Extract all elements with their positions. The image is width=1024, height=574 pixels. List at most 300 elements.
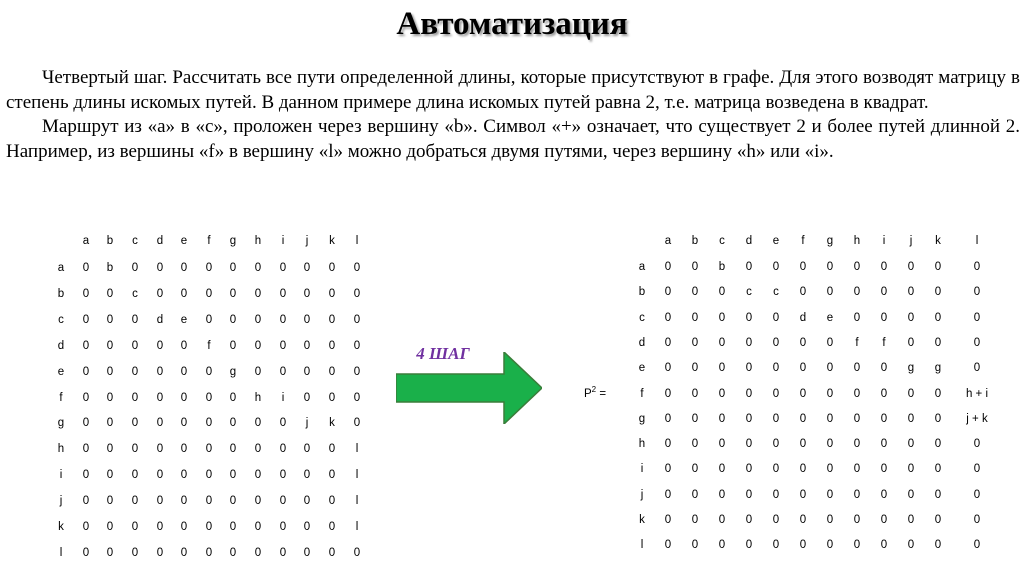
paragraph-step-four: Четвертый шаг. Рассчитать все пути определенной длины, которые присутствуют в графе. Для этого возводят матрицу в степень длины искомых путей. В данном примере длина искомых путей равна 2, т.е. матрица возведена в квадрат. <box>6 67 1020 113</box>
column-header: g <box>229 235 237 247</box>
matrix-cell: g <box>229 365 237 378</box>
matrix-cell: 0 <box>229 339 237 352</box>
step-label: 4 ШАГ <box>416 344 470 363</box>
matrix-cell: 0 <box>106 546 114 559</box>
matrix-cell: 0 <box>106 339 114 352</box>
column-header: l <box>975 235 979 247</box>
matrix-cell: 0 <box>279 495 287 508</box>
matrix-cell: 0 <box>880 362 888 375</box>
matrix-cell: 0 <box>279 443 287 456</box>
matrix-cell: f <box>882 336 886 349</box>
matrix-cell: 0 <box>772 336 780 349</box>
matrix-cell: 0 <box>745 336 753 349</box>
matrix-cell: 0 <box>205 262 213 274</box>
matrix-cell: 0 <box>82 546 90 559</box>
matrix-cell: 0 <box>82 391 90 404</box>
matrix-cell: 0 <box>973 336 981 349</box>
matrix-cell: 0 <box>907 514 915 526</box>
row-label: i <box>59 469 63 482</box>
matrix-cell: 0 <box>131 262 139 274</box>
matrix-cell: 0 <box>279 313 287 326</box>
matrix-cell: 0 <box>664 286 672 299</box>
row-label: e <box>57 365 65 378</box>
matrix-cell: 0 <box>745 463 753 476</box>
matrix-cell: g <box>907 362 915 375</box>
matrix-cell: 0 <box>745 438 753 451</box>
matrix-cell: 0 <box>772 362 780 375</box>
matrix-cell: 0 <box>934 514 942 526</box>
matrix-cell: 0 <box>254 443 262 456</box>
matrix-cell: 0 <box>826 261 834 273</box>
matrix-cell: 0 <box>853 438 861 451</box>
matrix-cell: 0 <box>303 313 311 326</box>
matrix-cell: 0 <box>664 362 672 375</box>
matrix-cell: 0 <box>353 313 361 326</box>
matrix-cell: 0 <box>664 488 672 501</box>
matrix-cell: 0 <box>279 339 287 352</box>
matrix-cell: 0 <box>664 387 672 400</box>
matrix-cell: 0 <box>156 469 164 482</box>
matrix-cell: 0 <box>131 417 139 430</box>
matrix-cell: 0 <box>745 387 753 400</box>
matrix-cell: 0 <box>799 438 807 451</box>
matrix-cell: 0 <box>772 438 780 451</box>
matrix-cell: 0 <box>826 514 834 526</box>
matrix-cell: 0 <box>934 261 942 273</box>
matrix-cell: 0 <box>880 488 888 501</box>
matrix-cell: 0 <box>718 514 726 526</box>
matrix-cell: 0 <box>973 488 981 501</box>
matrix-cell: 0 <box>826 463 834 476</box>
matrix-cell: 0 <box>131 443 139 456</box>
matrix-cell: 0 <box>880 438 888 451</box>
matrix-cell: 0 <box>82 339 90 352</box>
matrix-cell: 0 <box>880 539 888 552</box>
matrix-cell: 0 <box>934 438 942 451</box>
matrix-cell: 0 <box>718 539 726 552</box>
matrix-cell: 0 <box>180 287 188 300</box>
matrix-cell: 0 <box>799 412 807 425</box>
matrix-cell: 0 <box>205 391 213 404</box>
matrix-cell: 0 <box>934 463 942 476</box>
matrix-cell: 0 <box>853 311 861 324</box>
matrix-cell: 0 <box>745 311 753 324</box>
matrix-cell: 0 <box>934 387 942 400</box>
matrix-cell: 0 <box>772 488 780 501</box>
matrix-cell: 0 <box>907 311 915 324</box>
matrix-cell: 0 <box>853 463 861 476</box>
matrix-cell: 0 <box>353 546 361 559</box>
matrix-cell: 0 <box>205 469 213 482</box>
matrix-cell: 0 <box>973 261 981 273</box>
matrix-cell: 0 <box>205 287 213 300</box>
matrix-cell: 0 <box>691 336 699 349</box>
matrix-cell: 0 <box>772 412 780 425</box>
matrix-cell: 0 <box>772 311 780 324</box>
matrix-cell: 0 <box>353 262 361 274</box>
matrix-cell: 0 <box>156 521 164 533</box>
matrix-cell: 0 <box>880 412 888 425</box>
matrix-cell: 0 <box>853 514 861 526</box>
matrix-cell: 0 <box>180 339 188 352</box>
row-label: d <box>638 336 646 349</box>
row-label: j <box>640 488 644 501</box>
matrix-cell: c <box>773 286 779 299</box>
matrix-cell: 0 <box>303 546 311 559</box>
matrix-cell: 0 <box>907 286 915 299</box>
matrix-cell: 0 <box>853 362 861 375</box>
matrix-cell: 0 <box>156 339 164 352</box>
matrix-cell: 0 <box>718 311 726 324</box>
matrix-cell: 0 <box>799 514 807 526</box>
matrix-cell: 0 <box>718 488 726 501</box>
row-label: c <box>639 311 645 324</box>
matrix-cell: 0 <box>664 412 672 425</box>
matrix-cell: 0 <box>745 539 753 552</box>
matrix-cell: 0 <box>328 313 336 326</box>
matrix-cell: 0 <box>934 412 942 425</box>
matrix-cell: 0 <box>880 261 888 273</box>
matrix-cell: 0 <box>907 387 915 400</box>
matrix-cell: 0 <box>156 495 164 508</box>
row-label: l <box>59 546 63 559</box>
row-label: g <box>638 412 646 425</box>
matrix-cell: 0 <box>131 521 139 533</box>
matrix-cell: 0 <box>934 488 942 501</box>
matrix-cell: 0 <box>131 469 139 482</box>
matrix-cell: 0 <box>664 336 672 349</box>
matrix-cell: 0 <box>853 488 861 501</box>
matrix-cell: 0 <box>745 412 753 425</box>
matrix-cell: 0 <box>880 463 888 476</box>
matrix-cell: 0 <box>718 463 726 476</box>
matrix-cell: 0 <box>691 412 699 425</box>
slide-title: Автоматизация <box>396 6 628 42</box>
matrix-cell: 0 <box>664 311 672 324</box>
matrix-cell: 0 <box>691 362 699 375</box>
matrix-cell: 0 <box>254 417 262 430</box>
matrix-cell: 0 <box>691 311 699 324</box>
matrix-cell: 0 <box>303 287 311 300</box>
matrix-cell: 0 <box>254 495 262 508</box>
matrix-cell: 0 <box>205 546 213 559</box>
matrix-cell: 0 <box>907 488 915 501</box>
matrix-cell: 0 <box>180 365 188 378</box>
matrix-cell: 0 <box>229 546 237 559</box>
matrix-cell: 0 <box>180 521 188 533</box>
matrix-cell: 0 <box>303 469 311 482</box>
matrix-cell: 0 <box>279 417 287 430</box>
matrix-cell: 0 <box>82 313 90 326</box>
matrix-cell: 0 <box>106 417 114 430</box>
matrix-cell: d <box>156 313 164 326</box>
matrix-cell: 0 <box>973 438 981 451</box>
matrix-cell: 0 <box>254 546 262 559</box>
matrix-cell: 0 <box>229 391 237 404</box>
matrix-cell: 0 <box>205 417 213 430</box>
matrix-cell: 0 <box>718 387 726 400</box>
matrix-cell: 0 <box>853 539 861 552</box>
column-header: g <box>826 235 834 247</box>
matrix-cell: 0 <box>853 387 861 400</box>
matrix-cell: 0 <box>131 313 139 326</box>
matrix-cell: 0 <box>799 463 807 476</box>
matrix-cell: 0 <box>772 463 780 476</box>
matrix-cell: 0 <box>279 521 287 533</box>
column-header: f <box>801 235 805 247</box>
matrix-cell: 0 <box>82 469 90 482</box>
matrix-cell: f <box>855 336 859 349</box>
matrix-cell: c <box>746 286 752 299</box>
row-label: f <box>59 391 63 404</box>
matrix-cell: f <box>207 339 211 352</box>
matrix-cell: 0 <box>303 262 311 274</box>
column-header: d <box>156 235 164 247</box>
column-header: e <box>180 235 188 247</box>
matrix-cell: 0 <box>180 469 188 482</box>
matrix-cell: 0 <box>328 287 336 300</box>
matrix-cell: 0 <box>205 495 213 508</box>
column-header: d <box>745 235 753 247</box>
matrix-cell: l <box>355 495 359 508</box>
matrix-cell: 0 <box>880 387 888 400</box>
matrix-cell: 0 <box>353 339 361 352</box>
matrix-cell: 0 <box>205 313 213 326</box>
matrix-cell: 0 <box>853 261 861 273</box>
matrix-cell: 0 <box>180 417 188 430</box>
matrix-cell: 0 <box>82 417 90 430</box>
matrix-cell: 0 <box>745 488 753 501</box>
matrix-cell: 0 <box>664 463 672 476</box>
matrix-cell: 0 <box>156 391 164 404</box>
column-header: k <box>329 235 335 247</box>
matrix-cell: 0 <box>279 469 287 482</box>
matrix-cell: 0 <box>254 339 262 352</box>
column-header: a <box>664 235 672 247</box>
matrix-cell: 0 <box>254 313 262 326</box>
matrix-cell: 0 <box>853 412 861 425</box>
matrix-cell: 0 <box>131 339 139 352</box>
matrix-cell: b <box>718 261 726 273</box>
matrix-cell: 0 <box>799 336 807 349</box>
matrix-cell: 0 <box>303 495 311 508</box>
row-label: f <box>640 387 644 400</box>
matrix-cell: 0 <box>745 362 753 375</box>
column-header: j <box>909 235 913 247</box>
matrix-cell: 0 <box>156 287 164 300</box>
matrix-cell: 0 <box>772 514 780 526</box>
column-header: e <box>772 235 780 247</box>
matrix-cell: 0 <box>973 514 981 526</box>
matrix-cell: 0 <box>664 438 672 451</box>
matrix-cell: l <box>355 443 359 456</box>
matrix-cell: 0 <box>229 521 237 533</box>
column-header: c <box>719 235 725 247</box>
matrix-cell: 0 <box>205 365 213 378</box>
matrix-cell: 0 <box>691 463 699 476</box>
matrix-cell: 0 <box>826 539 834 552</box>
matrix-cell: h + i <box>965 387 989 400</box>
row-label: h <box>57 443 65 456</box>
matrix-cell: 0 <box>328 469 336 482</box>
matrix-cell: 0 <box>907 438 915 451</box>
matrix-cell: 0 <box>718 438 726 451</box>
row-label: j <box>59 495 63 508</box>
matrix-cell: 0 <box>745 261 753 273</box>
matrix-cell: 0 <box>229 313 237 326</box>
matrix-cell: 0 <box>82 287 90 300</box>
matrix-cell: 0 <box>826 438 834 451</box>
matrix-cell: 0 <box>180 443 188 456</box>
matrix-cell: 0 <box>303 391 311 404</box>
matrix-cell: 0 <box>254 469 262 482</box>
row-label: l <box>640 539 644 552</box>
matrix-cell: 0 <box>826 387 834 400</box>
row-label: b <box>638 286 646 299</box>
matrix-cell: i <box>281 391 285 404</box>
row-label: k <box>639 514 645 526</box>
matrix-cell: 0 <box>82 495 90 508</box>
matrix-cell: l <box>355 521 359 533</box>
matrix-cell: 0 <box>772 261 780 273</box>
column-header: k <box>935 235 941 247</box>
matrix-cell: 0 <box>156 417 164 430</box>
matrix-cell: 0 <box>799 488 807 501</box>
column-header: j <box>305 235 309 247</box>
p2-base: P <box>584 387 592 400</box>
matrix-cell: 0 <box>254 365 262 378</box>
matrix-cell: 0 <box>106 365 114 378</box>
matrix-cell: 0 <box>826 336 834 349</box>
matrix-cell: 0 <box>180 262 188 274</box>
matrix-cell: 0 <box>156 262 164 274</box>
matrix-cell: 0 <box>907 336 915 349</box>
matrix-cell: j + k <box>966 412 988 425</box>
matrix-cell: 0 <box>745 514 753 526</box>
matrix-cell: 0 <box>180 495 188 508</box>
matrix-cell: 0 <box>664 261 672 273</box>
matrix-cell: 0 <box>907 261 915 273</box>
matrix-cell: 0 <box>328 495 336 508</box>
matrix-cell: 0 <box>799 286 807 299</box>
matrix-cell: 0 <box>973 286 981 299</box>
matrix-cell: 0 <box>131 546 139 559</box>
column-header: l <box>355 235 359 247</box>
matrix-cell: 0 <box>106 391 114 404</box>
matrix-cell: 0 <box>353 287 361 300</box>
matrix-cell: 0 <box>205 443 213 456</box>
column-header: i <box>281 235 285 247</box>
matrix-cell: 0 <box>691 438 699 451</box>
matrix-cell: 0 <box>907 463 915 476</box>
matrix-cell: c <box>132 287 138 300</box>
matrix-cell: 0 <box>131 391 139 404</box>
matrix-cell: 0 <box>691 539 699 552</box>
matrix-cell: 0 <box>328 365 336 378</box>
matrix-cell: 0 <box>880 311 888 324</box>
matrix-cell: 0 <box>328 521 336 533</box>
matrix-cell: 0 <box>880 286 888 299</box>
row-label: b <box>57 287 65 300</box>
matrix-cell: g <box>934 362 942 375</box>
matrix-cell: 0 <box>156 443 164 456</box>
row-label: i <box>640 463 644 476</box>
matrix-cell: 0 <box>82 443 90 456</box>
matrix-cell: 0 <box>82 521 90 533</box>
matrix-cell: 0 <box>934 336 942 349</box>
matrix-cell: 0 <box>799 387 807 400</box>
matrix-cell: 0 <box>106 495 114 508</box>
matrix-cell: 0 <box>691 514 699 526</box>
matrix-cell: 0 <box>826 286 834 299</box>
matrix-cell: 0 <box>973 311 981 324</box>
matrix-cell: 0 <box>328 546 336 559</box>
p2-label <box>584 385 606 400</box>
matrix-cell: 0 <box>328 339 336 352</box>
matrix-cell: 0 <box>205 521 213 533</box>
matrix-cell: 0 <box>82 365 90 378</box>
matrix-cell: 0 <box>353 391 361 404</box>
matrix-cell: 0 <box>254 287 262 300</box>
matrix-cell: 0 <box>328 391 336 404</box>
matrix-cell: 0 <box>934 311 942 324</box>
matrix-cell: h <box>254 391 262 404</box>
row-label: a <box>638 261 646 273</box>
matrix-cell: 0 <box>826 412 834 425</box>
matrix-cell: 0 <box>907 412 915 425</box>
matrix-cell: 0 <box>718 362 726 375</box>
matrix-cell: 0 <box>180 546 188 559</box>
matrix-cell: 0 <box>279 546 287 559</box>
matrix-cell: 0 <box>973 362 981 375</box>
matrix-cell: 0 <box>229 262 237 274</box>
matrix-cell: 0 <box>691 261 699 273</box>
matrix-cell: 0 <box>131 365 139 378</box>
column-header: a <box>82 235 90 247</box>
matrix-cell: 0 <box>229 287 237 300</box>
matrix-cell: d <box>799 311 807 324</box>
matrix-cell: 0 <box>718 336 726 349</box>
matrix-cell: 0 <box>279 287 287 300</box>
column-header: f <box>207 235 211 247</box>
matrix-cell: 0 <box>131 495 139 508</box>
row-label: d <box>57 339 65 352</box>
matrix-cell: 0 <box>106 521 114 533</box>
row-label: a <box>57 262 65 274</box>
matrix-cell: 0 <box>229 417 237 430</box>
matrix-cell: 0 <box>853 286 861 299</box>
matrix-cell: 0 <box>303 443 311 456</box>
matrix-cell: 0 <box>156 365 164 378</box>
matrix-cell: l <box>355 469 359 482</box>
matrix-cell: 0 <box>973 463 981 476</box>
matrix-cell: 0 <box>907 539 915 552</box>
row-label: h <box>638 438 646 451</box>
column-header: b <box>106 235 114 247</box>
column-header: h <box>254 235 262 247</box>
matrix-cell: 0 <box>229 443 237 456</box>
matrix-cell: 0 <box>106 443 114 456</box>
matrix-cell: 0 <box>772 539 780 552</box>
matrix-cell: 0 <box>229 469 237 482</box>
paragraph-route-example: Маршрут из «а» в «с», проложен через вершину «b». Символ «+» означает, что существует 2 и более путей длинной 2. Например, из вершины «f» в вершину «l» можно добраться двумя путями, через вершину «h» или «i». <box>6 116 1020 162</box>
p2-equals: = <box>596 387 607 400</box>
matrix-cell: 0 <box>279 365 287 378</box>
matrix-cell: 0 <box>826 488 834 501</box>
matrix-cell: 0 <box>254 262 262 274</box>
column-header: h <box>853 235 861 247</box>
row-label: c <box>58 313 64 326</box>
